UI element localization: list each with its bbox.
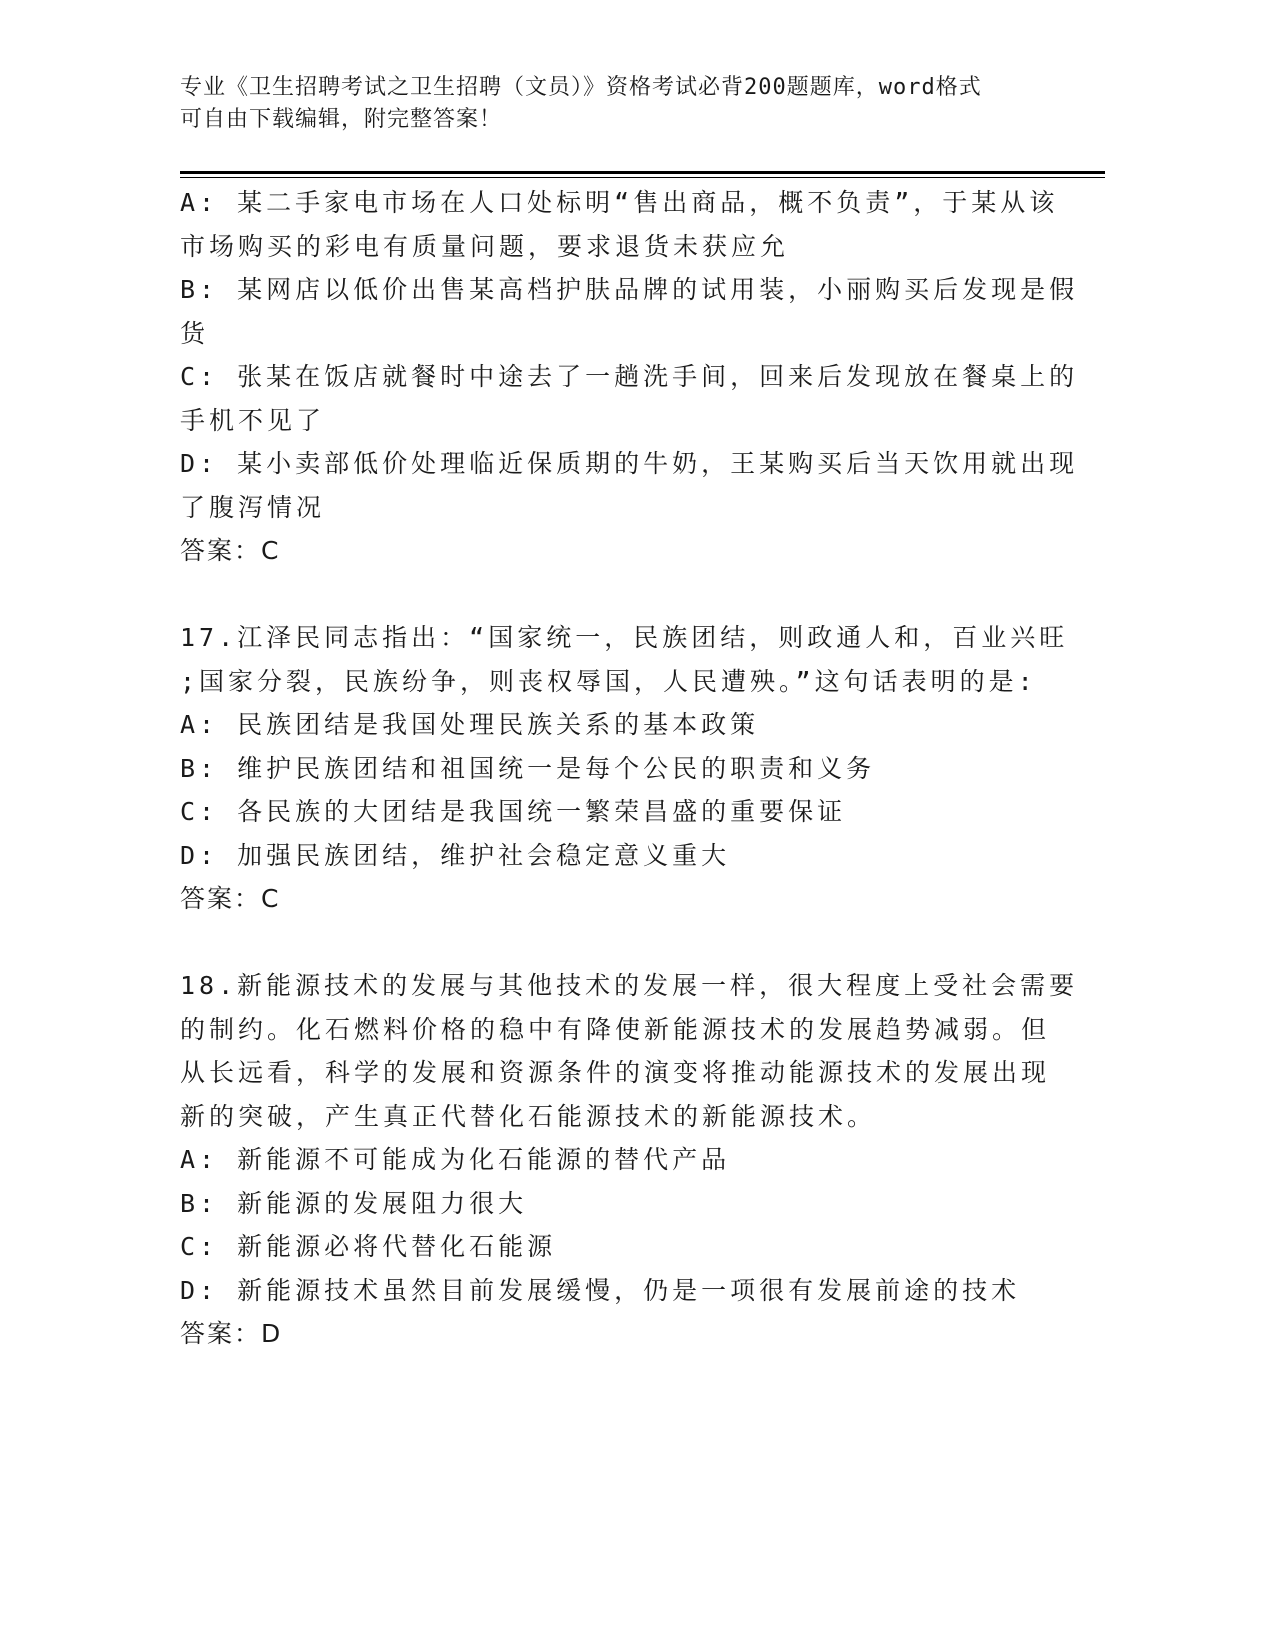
answer-line: 答案：C <box>180 536 281 565</box>
option-c-line-2: 手机不见了 <box>180 405 326 435</box>
spacer <box>180 921 1060 965</box>
question-17 <box>180 616 1069 921</box>
question-stem-line-4: 新的突破，产生真正代替化石能源技术的新能源技术。 <box>180 1101 877 1131</box>
question-content <box>180 181 1079 1356</box>
option-b-line-2: 货 <box>180 318 210 348</box>
header-divider-thin <box>180 177 1105 178</box>
header-divider-thick <box>180 171 1105 174</box>
answer-line: 答案：D <box>180 1319 283 1348</box>
question-stem-line-3: 从长远看，科学的发展和资源条件的演变将推动能源技术的发展出现 <box>180 1058 1051 1087</box>
option-c: C: 新能源必将代替化石能源 <box>180 1232 557 1261</box>
option-d: D: 新能源技术虽然目前发展缓慢，仍是一项很有发展前途的技术 <box>180 1275 1021 1305</box>
option-b: B: 新能源的发展阻力很大 <box>180 1188 528 1218</box>
question-18 <box>180 964 1079 1356</box>
document-header <box>180 72 1060 136</box>
option-c: C: 各民族的大团结是我国统一繁荣昌盛的重要保证 <box>180 797 847 826</box>
option-a-line-2: 市场购买的彩电有质量问题，要求退货未获应允 <box>180 231 790 261</box>
question-16 <box>180 181 1079 573</box>
option-b-line-1: B: 某网店以低价出售某高档护肤品牌的试用装，小丽购买后发现是假 <box>180 275 1079 304</box>
option-a-line-1: A: 某二手家电市场在人口处标明“售出商品，概不负责”，于某从该 <box>180 188 1059 217</box>
option-d-line-1: D: 某小卖部低价处理临近保质期的牛奶，王某购买后当天饮用就出现 <box>180 449 1079 478</box>
question-stem-line-2: ;国家分裂，民族纷争，则丧权辱国，人民遭殃。”这句话表明的是: <box>180 666 1037 696</box>
option-b: B: 维护民族团结和祖国统一是每个公民的职责和义务 <box>180 753 876 783</box>
header-line-2: 可自由下载编辑，附完整答案！ <box>180 107 503 132</box>
option-d-line-2: 了腹泻情况 <box>180 492 326 522</box>
answer-line: 答案：C <box>180 884 281 913</box>
question-stem-line-2: 的制约。化石燃料价格的稳中有降使新能源技术的发展趋势减弱。但 <box>180 1014 1051 1044</box>
question-stem-line-1: 18.新能源技术的发展与其他技术的发展一样，很大程度上受社会需要 <box>180 971 1079 1000</box>
option-a: A: 民族团结是我国处理民族关系的基本政策 <box>180 710 760 739</box>
question-stem-line-1: 17.江泽民同志指出：“国家统一，民族团结，则政通人和，百业兴旺 <box>180 623 1069 652</box>
header-line-1: 专业《卫生招聘考试之卫生招聘（文员）》资格考试必背200题题库，word格式 <box>180 75 982 100</box>
spacer <box>180 573 1060 617</box>
option-d: D: 加强民族团结，维护社会稳定意义重大 <box>180 840 731 870</box>
option-a: A: 新能源不可能成为化石能源的替代产品 <box>180 1145 731 1174</box>
option-c-line-1: C: 张某在饭店就餐时中途去了一趟洗手间，回来后发现放在餐桌上的 <box>180 362 1079 391</box>
